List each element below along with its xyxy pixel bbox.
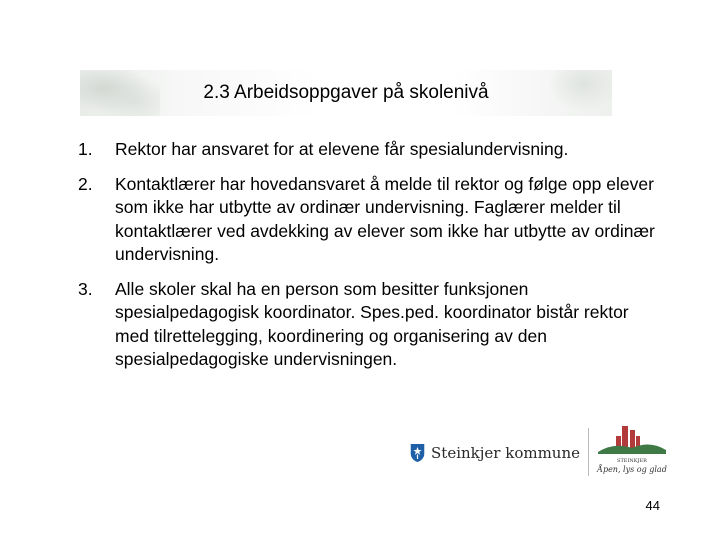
list-text: Alle skoler skal ha en person som besitter funksjonen spesialpedagogisk koordinator. Spes.ped. koordinator bistår rektor med tilrettelegging, koordinering og organisering av den spesialpedagogiske undervisningen. (115, 278, 629, 369)
city-slogan: Åpen, lys og glad (597, 465, 667, 474)
list-text: Rektor har ansvaret for at elevene får spesialundervisning. (115, 139, 569, 159)
title-band (80, 70, 612, 116)
list-item (78, 173, 658, 267)
task-list (78, 138, 658, 383)
steinkjer-kommune-logo (410, 436, 580, 470)
steinkjer-city-logo (594, 422, 670, 482)
logo-divider (588, 428, 589, 476)
page-number: 44 (645, 498, 660, 513)
city-name: STEINKJER (617, 458, 647, 464)
list-number: 1. (78, 139, 93, 159)
kommune-name: Steinkjer kommune (431, 444, 580, 462)
list-item (78, 278, 658, 372)
list-text: Kontaktlærer har hovedansvaret å melde til rektor og følge opp elever som ikke har utbytte av ordinær undervisning. Faglærer melder til kontaktlærer ved avdekking av elever som ikke har utbytte av ordinær undervisning. (115, 173, 655, 264)
slide-title: 2.3 Arbeidsoppgaver på skolenivå (203, 82, 489, 103)
shield-icon (410, 440, 425, 466)
list-number: 2. (78, 173, 93, 194)
list-number: 3. (78, 278, 93, 299)
list-item (78, 138, 658, 162)
